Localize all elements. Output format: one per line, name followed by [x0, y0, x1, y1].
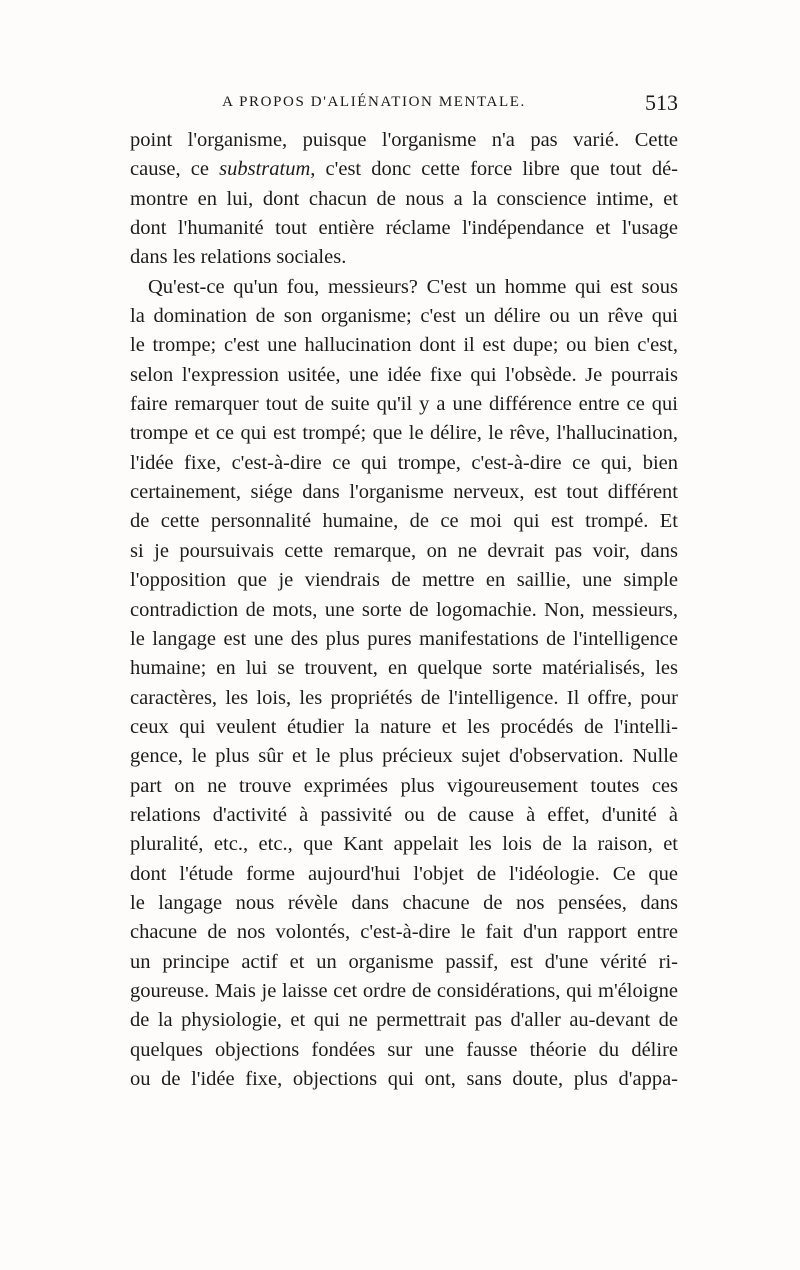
text-line: contradiction de mots, une sorte de logomachie. Non, messieurs, — [130, 598, 678, 621]
text-line: goureuse. Mais je laisse cet ordre de considérations, qui m'éloigne — [130, 979, 678, 1002]
text-line: selon l'expression usitée, une idée fixe qui l'obsède. Je pourrais — [130, 363, 678, 386]
text-line: ou de l'idée fixe, objections qui ont, sans doute, plus d'appa- — [130, 1068, 678, 1090]
text-line: le langage est une des plus pures manifestations de l'intelligence — [130, 627, 678, 650]
paragraph-2 — [130, 273, 678, 1095]
text-line: dont l'humanité tout entière réclame l'indépendance et l'usage — [130, 217, 678, 240]
text-line: relations d'activité à passivité ou de cause à effet, d'unité à — [130, 803, 678, 826]
text-line — [130, 155, 678, 184]
text-line: caractères, les lois, les propriétés de l'intelligence. Il offre, pour — [130, 686, 678, 709]
text-line: la domination de son organisme; c'est un délire ou un rêve qui — [130, 305, 678, 328]
text-line: part on ne trouve exprimées plus vigoureusement toutes ces — [130, 774, 678, 797]
text-span: , c'est donc cette force libre que tout dé- — [310, 158, 678, 181]
body-text — [130, 126, 678, 1094]
italic-term: substratum — [219, 158, 311, 181]
text-line: montre en lui, dont chacun de nous a la conscience intime, et — [130, 187, 678, 210]
text-line: ceux qui veulent étudier la nature et les procédés de l'intelli- — [130, 715, 678, 738]
text-line: un principe actif et un organisme passif, est d'une vérité ri- — [130, 950, 678, 973]
text-line: point l'organisme, puisque l'organisme n'a pas varié. Cette — [130, 129, 678, 151]
text-span: cause, ce — [130, 158, 220, 181]
text-line: l'idée fixe, c'est-à-dire ce qui trompe, c'est-à-dire ce qui, bien — [130, 451, 678, 474]
text-line: si je poursuivais cette remarque, on ne devrait pas voir, dans — [130, 539, 678, 562]
text-line: le trompe; c'est une hallucination dont il est dupe; ou bien c'est, — [130, 334, 678, 357]
running-title: A PROPOS D'ALIÉNATION MENTALE. — [222, 94, 526, 110]
running-head — [130, 90, 678, 120]
page-number: 513 — [645, 90, 678, 115]
text-line: quelques objections fondées sur une fausse théorie du délire — [130, 1038, 678, 1061]
text-line: humaine; en lui se trouvent, en quelque sorte matérialisés, les — [130, 657, 678, 680]
text-line: trompe et ce qui est trompé; que le délire, le rêve, l'hallucination, — [130, 422, 678, 445]
text-line: chacune de nos volontés, c'est-à-dire le fait d'un rapport entre — [130, 921, 678, 944]
paragraph-1 — [130, 126, 678, 273]
text-line: dans les relations sociales. — [130, 246, 347, 269]
text-line: pluralité, etc., etc., que Kant appelait les lois de la raison, et — [130, 833, 678, 856]
text-line: faire remarquer tout de suite qu'il y a une différence entre ce qui — [130, 393, 678, 416]
text-line: l'opposition que je viendrais de mettre en saillie, une simple — [130, 569, 678, 592]
text-line: certainement, siége dans l'organisme nerveux, est tout différent — [130, 481, 678, 504]
text-line: de la physiologie, et qui ne permettrait pas d'aller au-devant de — [130, 1009, 678, 1032]
text-line: gence, le plus sûr et le plus précieux sujet d'observation. Nulle — [130, 745, 678, 768]
text-line: Qu'est-ce qu'un fou, messieurs? C'est un homme qui est sous — [148, 275, 678, 298]
text-line: dont l'étude forme aujourd'hui l'objet de l'idéologie. Ce que — [130, 862, 678, 885]
text-line: le langage nous révèle dans chacune de nos pensées, dans — [130, 891, 678, 914]
text-line: de cette personnalité humaine, de ce moi qui est trompé. Et — [130, 510, 678, 533]
